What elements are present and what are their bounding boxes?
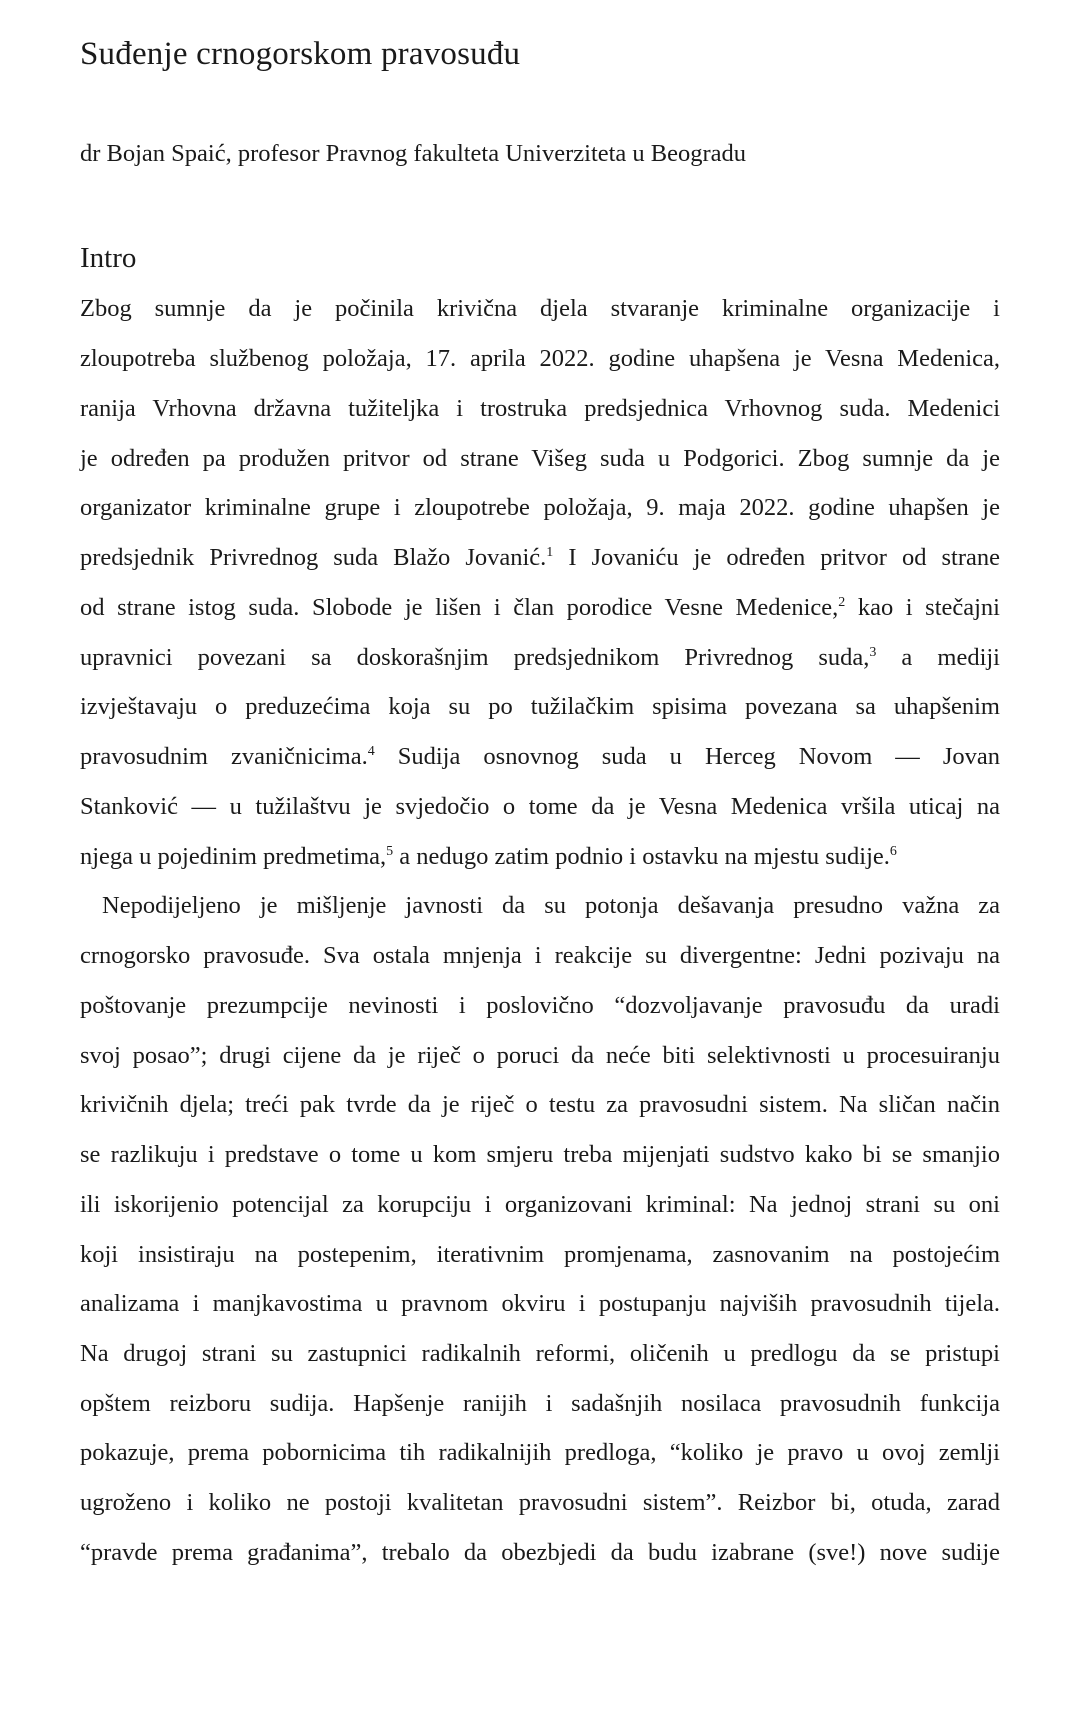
paragraph-2-line: koji insistiraju na postepenim, iterativnim promjenama, zasnovanim na postojećim [80, 1241, 1000, 1268]
paragraph-2-line: ugroženo i koliko ne postoji kvalitetan pravosudni sistem”. Reizbor bi, otuda, zarad [80, 1489, 1000, 1516]
footnote-ref-1[interactable]: 1 [546, 545, 554, 560]
paragraph-2-line: opštem reizboru sudija. Hapšenje ranijih i sadašnjih nosilaca pravosudnih funkcija [80, 1390, 1000, 1417]
paragraph-1-line: ranija Vrhovna državna tužiteljka i trostruka predsjednica Vrhovnog suda. Medenici [80, 395, 1000, 422]
line-text: a nedugo zatim podnio i ostavku na mjestu sudije. [393, 843, 890, 870]
paragraph-2-line: Na drugoj strani su zastupnici radikalnih reformi, oličenih u predlogu da se pristupi [80, 1340, 1000, 1367]
paragraph-1-line [80, 643, 1000, 673]
paragraph-2-line: se razlikuju i predstave o tome u kom smjeru treba mijenjati sudstvo kako bi se smanjio [80, 1141, 1000, 1168]
line-text: upravnici povezani sa doskorašnjim predsjednikom Privrednog suda, [80, 644, 870, 671]
paragraph-1-line: izvještavaju o preduzećima koja su po tužilačkim spisima povezana sa uhapšenim [80, 693, 1000, 720]
paragraph-1-line: Stanković — u tužilaštvu je svjedočio o tome da je Vesna Medenica vršila uticaj na [80, 793, 1000, 820]
line-text: predsjednik Privrednog suda Blažo Jovanić. [80, 544, 547, 571]
document-title: Suđenje crnogorskom pravosuđu [80, 36, 521, 72]
paragraph-1-line: Zbog sumnje da je počinila krivična djela stvaranje kriminalne organizacije i [80, 295, 1000, 322]
footnote-ref-4[interactable]: 4 [367, 744, 375, 759]
footnote-ref-3[interactable]: 3 [869, 645, 877, 660]
line-text: njega u pojedinim predmetima, [80, 843, 387, 870]
paragraph-2-line: analizama i manjkavostima u pravnom okviru i postupanju najviših pravosudnih tijela. [80, 1290, 1000, 1317]
paragraph-1-line [80, 742, 1000, 772]
footnote-ref-6[interactable]: 6 [889, 844, 897, 859]
paragraph-2-line: “pravde prema građanima”, trebalo da obezbjedi da budu izabrane (sve!) nove sudije [80, 1539, 1000, 1566]
section-heading: Intro [80, 242, 137, 274]
paragraph-1-line [80, 842, 1000, 872]
paragraph-2-line: ili iskorijenio potencijal za korupciju i organizovani kriminal: Na jednoj strani su oni [80, 1191, 1000, 1218]
paragraph-1-line: organizator kriminalne grupe i zloupotrebe položaja, 9. maja 2022. godine uhapšen je [80, 494, 1000, 521]
line-text: od strane istog suda. Slobode je lišen i član porodice Vesne Medenice, [80, 594, 839, 621]
paragraph-1-line [80, 543, 1000, 573]
paragraph-2-line: krivičnih djela; treći pak tvrde da je riječ o testu za pravosudni sistem. Na sličan način [80, 1091, 1000, 1118]
line-text: kao i stečajni [845, 594, 1000, 621]
footnote-ref-5[interactable]: 5 [386, 844, 394, 859]
line-text: pravosudnim zvaničnicima. [80, 743, 368, 770]
paragraph-2-line: Nepodijeljeno je mišljenje javnosti da su potonja dešavanja presudno važna za [102, 892, 1000, 919]
paragraph-1-line: je određen pa produžen pritvor od strane Višeg suda u Podgorici. Zbog sumnje da je [80, 445, 1000, 472]
paragraph-2-line: poštovanje prezumpcije nevinosti i poslovično “dozvoljavanje pravosuđu da uradi [80, 992, 1000, 1019]
line-text: I Jovaniću je određen pritvor od strane [553, 544, 1000, 571]
paragraph-2-line: pokazuje, prema pobornicima tih radikalnijih predloga, “koliko je pravo u ovoj zemlji [80, 1439, 1000, 1466]
paragraph-2-line: crnogorsko pravosuđe. Sva ostala mnjenja i reakcije su divergentne: Jedni pozivaju na [80, 942, 1000, 969]
line-text: a mediji [876, 644, 1000, 671]
footnote-ref-2[interactable]: 2 [838, 595, 846, 610]
paragraph-1-line [80, 593, 1000, 623]
paragraph-1-line: zloupotreba službenog položaja, 17. aprila 2022. godine uhapšena je Vesna Medenica, [80, 345, 1000, 372]
line-text: Sudija osnovnog suda u Herceg Novom — Jovan [374, 743, 1000, 770]
paragraph-2-line: svoj posao”; drugi cijene da je riječ o poruci da neće biti selektivnosti u procesuiranju [80, 1042, 1000, 1069]
author-line: dr Bojan Spaić, profesor Pravnog fakulteta Univerziteta u Beogradu [80, 140, 747, 167]
